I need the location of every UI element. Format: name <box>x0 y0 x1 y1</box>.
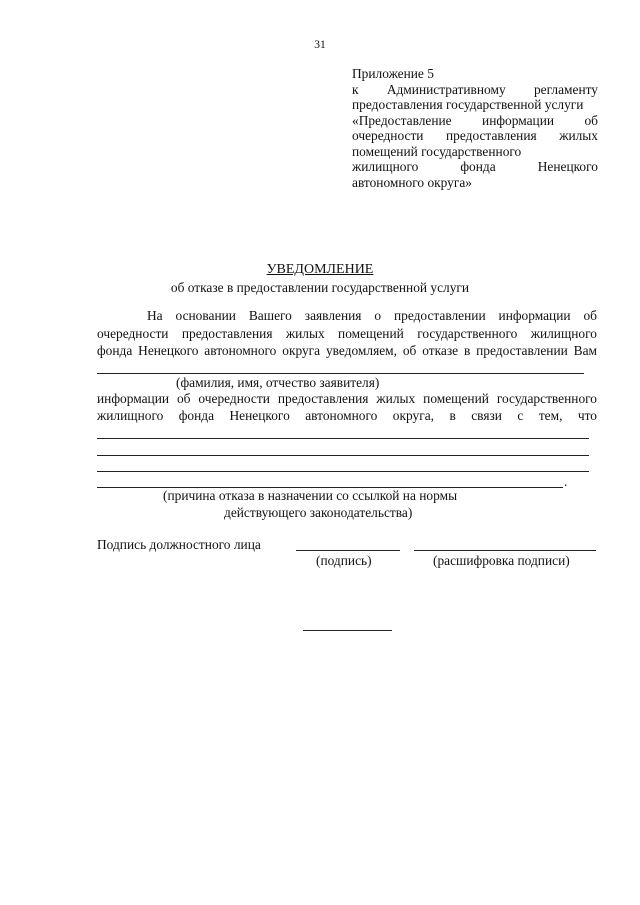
appendix-line: жилищного фонда Ненецкого <box>352 159 598 174</box>
reason-end-period: . <box>564 474 568 489</box>
appendix-line: автономного округа» <box>352 174 472 190</box>
applicant-caption: (фамилия, имя, отчество заявителя) <box>176 375 380 390</box>
appendix-line: предоставления государственной услуги <box>352 97 584 112</box>
appendix-title: Приложение 5 <box>352 66 434 81</box>
signature-decode-line <box>414 550 596 551</box>
signature-line <box>296 550 400 551</box>
document-title: УВЕДОМЛЕНИЕ <box>266 262 374 277</box>
body-line: фонда Ненецкого автономного округа уведомляем, об отказе в предоставлении Вам <box>97 343 597 358</box>
reason-line <box>97 438 589 439</box>
signature-label: Подпись должностного лица <box>97 537 261 552</box>
signature-caption: (подпись) <box>316 553 372 568</box>
body-line: информации об очередности предоставления жилых помещений государственного <box>97 391 597 406</box>
reason-caption: действующего законодательства) <box>224 505 413 520</box>
body-line: жилищного фонда Ненецкого автономного округа, в связи с тем, что <box>97 408 597 423</box>
appendix-header <box>352 66 598 190</box>
appendix-line: «Предоставление информации об <box>352 112 598 128</box>
reason-caption: (причина отказа в назначении со ссылкой на нормы <box>163 488 458 503</box>
body-line: очередности предоставления жилых помещений государственного жилищного <box>97 326 597 341</box>
document-subtitle: об отказе в предоставлении государственной услуги <box>170 280 470 295</box>
signature-decode-caption: (расшифровка подписи) <box>433 553 570 568</box>
appendix-line: к Административному регламенту <box>352 81 598 97</box>
applicant-name-line <box>97 373 584 374</box>
appendix-line: помещений государственного <box>352 143 522 159</box>
appendix-line: очередности предоставления жилых <box>352 128 598 143</box>
end-divider <box>303 630 392 631</box>
page-number: 31 <box>314 39 326 51</box>
reason-line <box>97 471 589 472</box>
reason-line <box>97 455 589 456</box>
body-line: На основании Вашего заявления о предоставлении информации об <box>147 308 597 323</box>
